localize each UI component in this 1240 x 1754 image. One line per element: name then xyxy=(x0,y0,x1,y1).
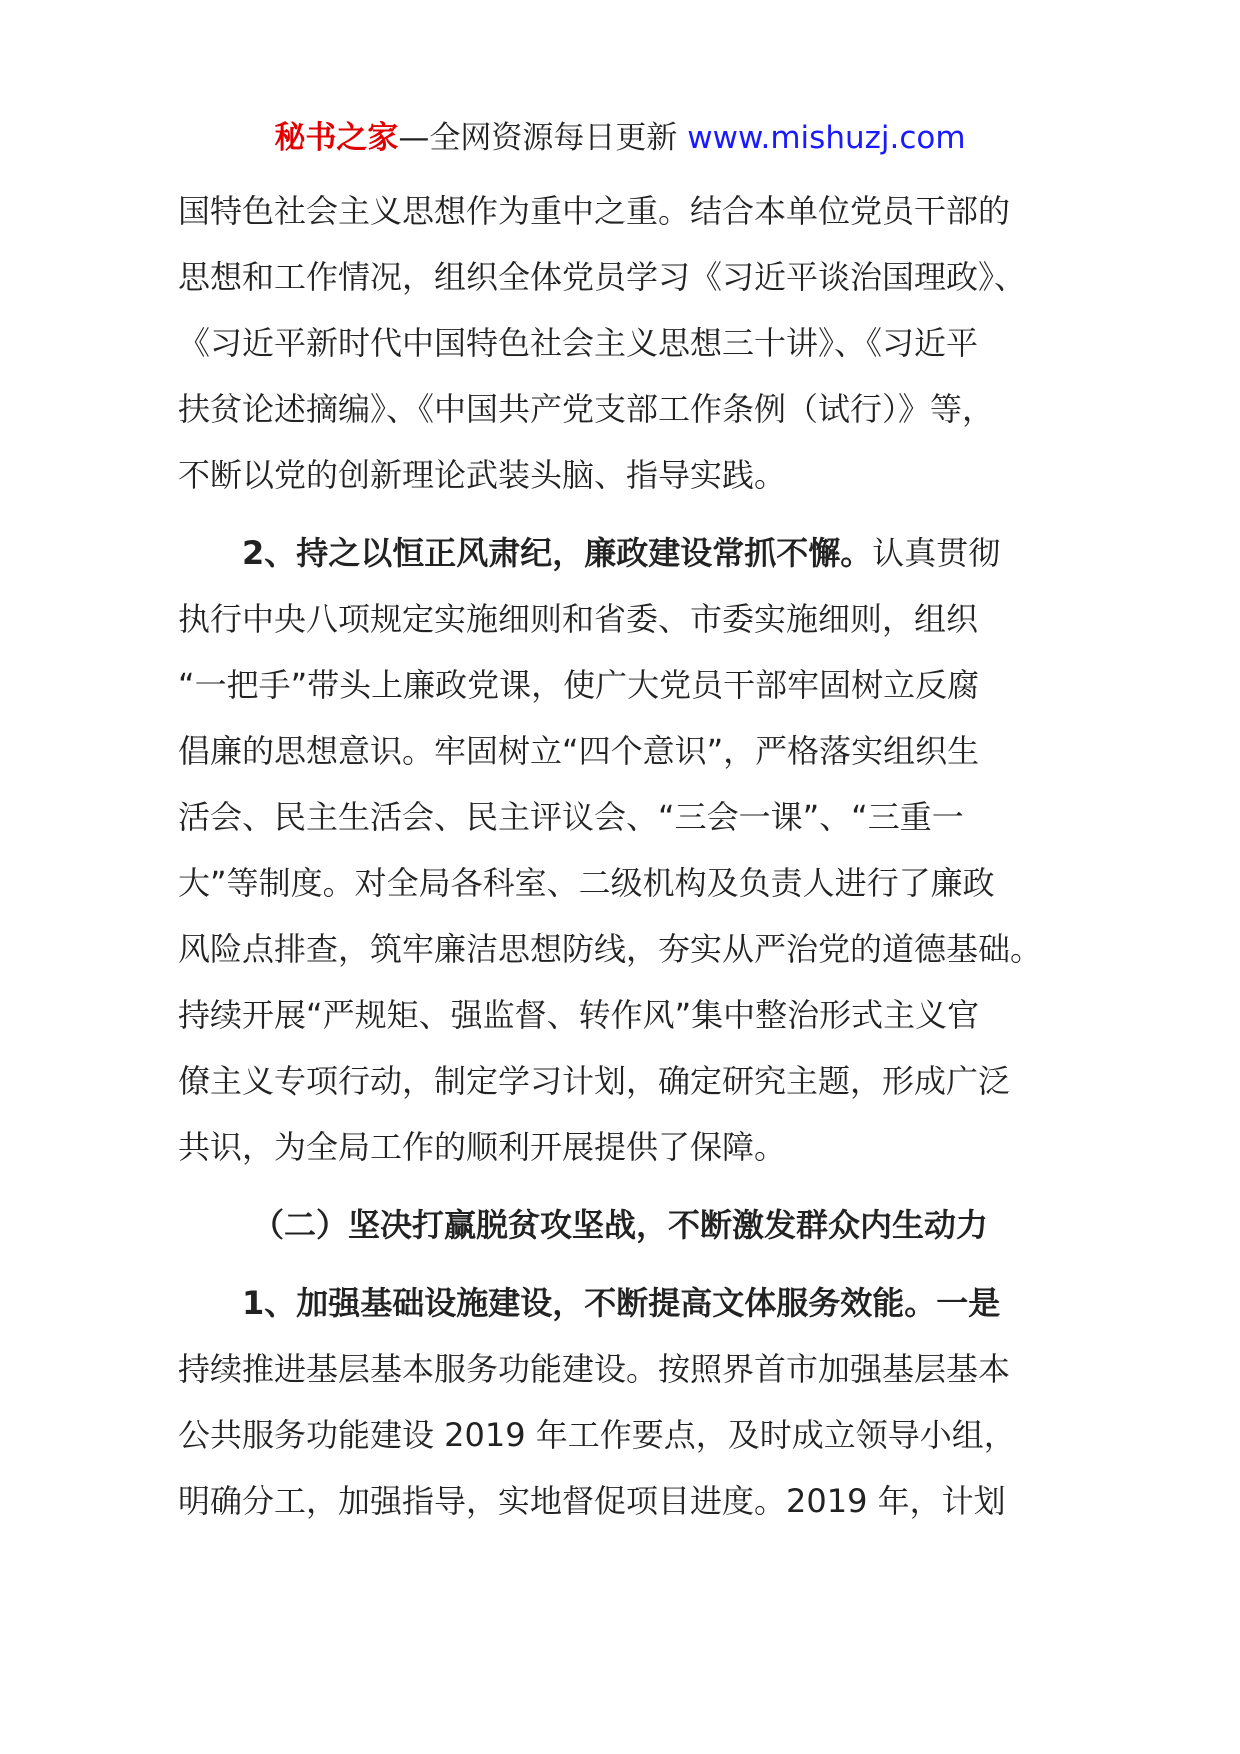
paragraph-study xyxy=(178,178,1070,508)
site-url-link[interactable]: www.mishuzj.com xyxy=(687,120,966,156)
text-line: 执行中央八项规定实施细则和省委、市委实施细则，组织 xyxy=(178,600,979,638)
text-line: 扶贫论述摘编》、《中国共产党支部工作条例（试行）》等， xyxy=(178,390,995,428)
text-line: 倡廉的思想意识。牢固树立“四个意识”，严格落实组织生 xyxy=(178,732,980,770)
text-line: 共识，为全局工作的顺利开展提供了保障。 xyxy=(178,1128,787,1166)
text-line: 不断以党的创新理论武装头脑、指导实践。 xyxy=(178,456,787,494)
text-line xyxy=(178,520,1070,586)
text-line: 国特色社会主义思想作为重中之重。结合本单位党员干部的 xyxy=(178,192,1011,230)
text-line: 公共服务功能建设 2019 年工作要点，及时成立领导小组， xyxy=(178,1416,1016,1454)
text-line: 持续推进基层基本服务功能建设。按照界首市加强基层基本 xyxy=(178,1350,1011,1388)
text-line: 大”等制度。对全局各科室、二级机构及负责人进行了廉政 xyxy=(178,864,995,902)
text-line: 活会、民主生活会、民主评议会、“三会一课”、“三重一 xyxy=(178,798,964,836)
text-line: 明确分工，加强指导，实地督促项目进度。2019 年，计划 xyxy=(178,1482,1006,1520)
text-line: 思想和工作情况，组织全体党员学习《习近平谈治国理政》、 xyxy=(178,258,1027,296)
brand-name: 秘书之家 xyxy=(274,120,399,156)
text-line: 僚主义专项行动，制定学习计划，确定研究主题，形成广泛 xyxy=(178,1062,1011,1100)
paragraph-heading: 1、加强基础设施建设，不断提高文体服务效能。一是 xyxy=(242,1284,1001,1322)
section-heading: （二）坚决打赢脱贫攻坚战，不断激发群众内生动力 xyxy=(252,1206,989,1244)
paragraph-heading: 2、持之以恒正风肃纪，廉政建设常抓不懈。 xyxy=(242,534,873,572)
paragraph-text: 认真贯彻 xyxy=(872,534,1001,572)
text-line: 持续开展“严规矩、强监督、转作风”集中整治形式主义官 xyxy=(178,996,980,1034)
header-tagline: —全网资源每日更新 xyxy=(398,120,688,156)
paragraph-facilities xyxy=(178,1270,1070,1534)
text-line: “一把手”带头上廉政党课，使广大党员干部牢固树立反腐 xyxy=(178,666,980,704)
paragraph-discipline xyxy=(178,520,1070,1180)
text-line: 《习近平新时代中国特色社会主义思想三十讲》、《习近平 xyxy=(178,324,979,362)
document-body xyxy=(178,178,1070,1534)
text-line: 风险点排查，筑牢廉洁思想防线，夯实从严治党的道德基础。 xyxy=(178,930,1043,968)
page-header xyxy=(0,116,1240,160)
